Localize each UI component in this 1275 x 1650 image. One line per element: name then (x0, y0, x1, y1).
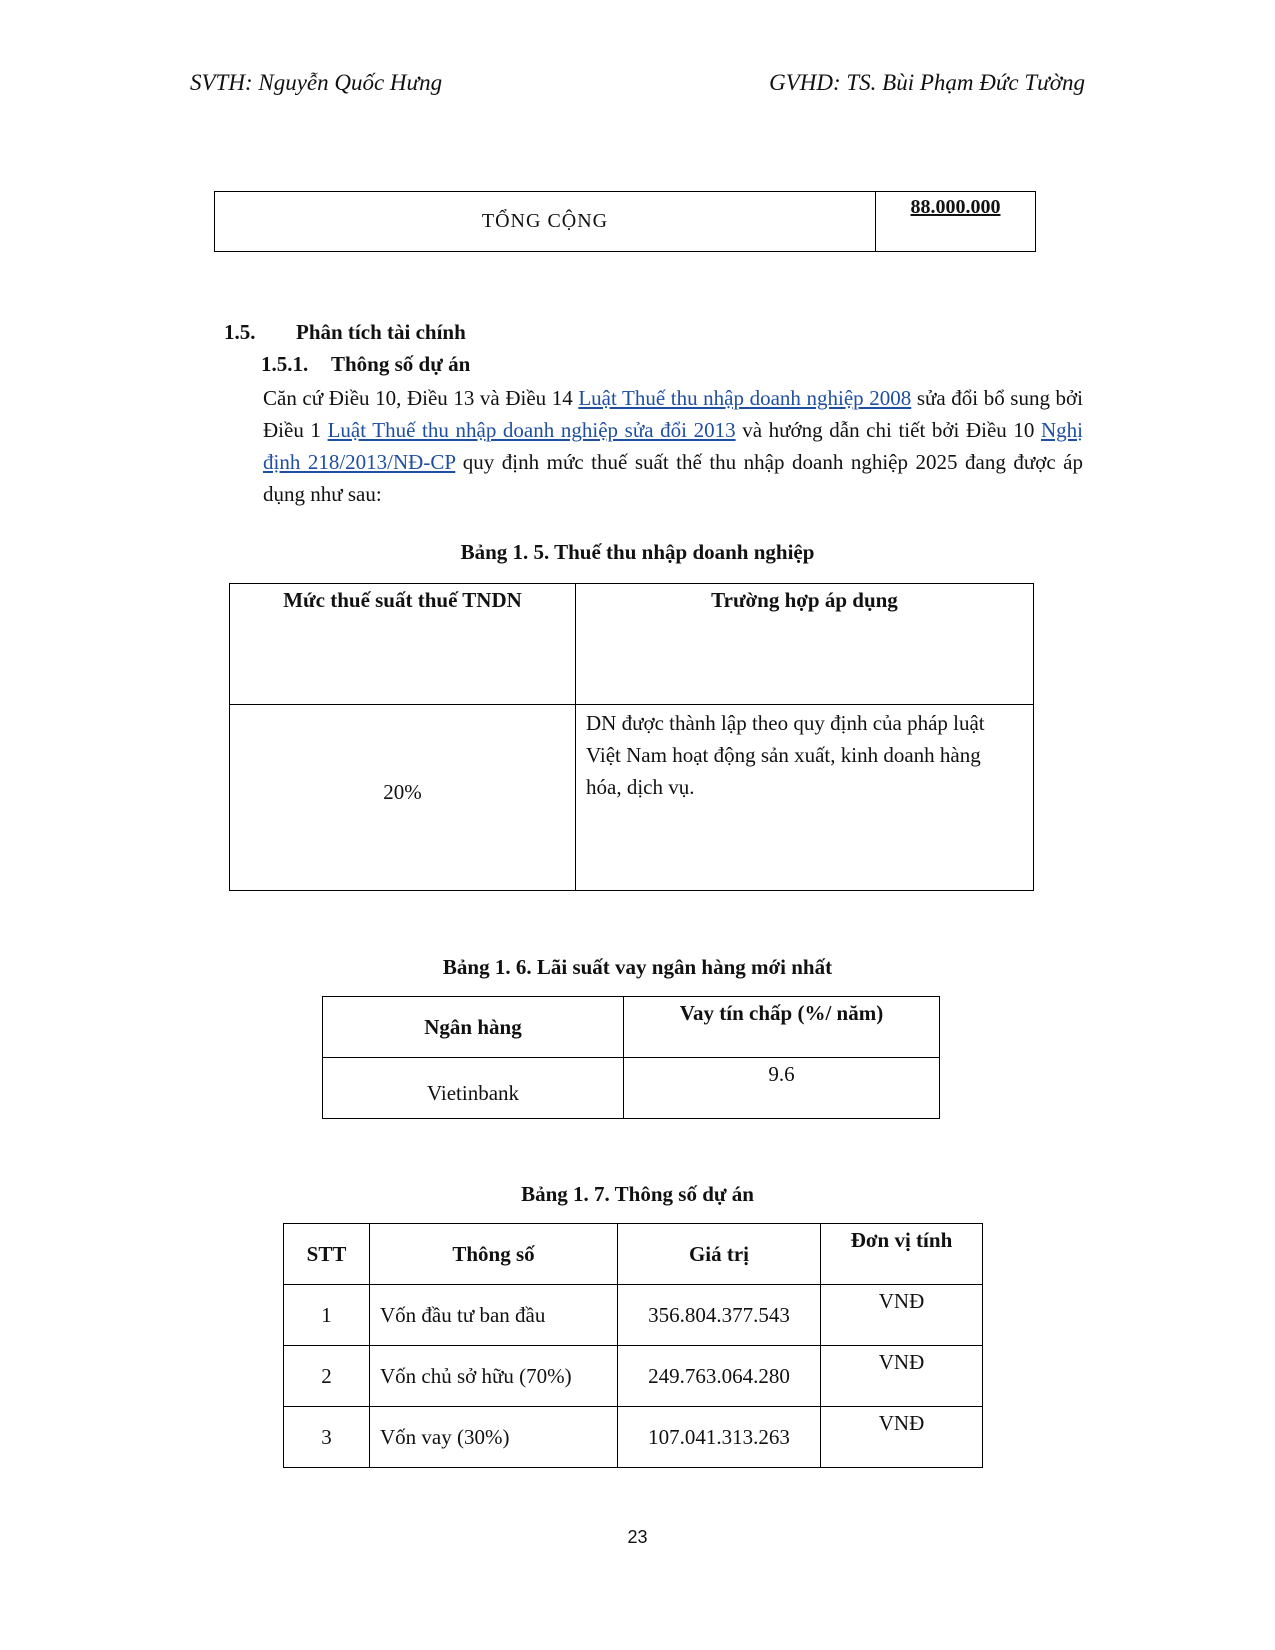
table-row (284, 1407, 983, 1468)
total-value: 88.000.000 (876, 192, 1036, 252)
subsection-title: Thông số dự án (331, 352, 471, 376)
section-title: Phân tích tài chính (296, 320, 466, 344)
loan-header-bank: Ngân hàng (323, 997, 624, 1058)
table5-caption: Bảng 1. 5. Thuế thu nhập doanh nghiệp (460, 540, 815, 564)
table-row (284, 1346, 983, 1407)
table6-caption: Bảng 1. 6. Lãi suất vay ngân hàng mới nhất (442, 955, 833, 979)
params-unit: VNĐ (821, 1346, 983, 1407)
params-name: Vốn vay (30%) (370, 1407, 618, 1468)
loan-bank: Vietinbank (323, 1058, 624, 1119)
project-params-table (283, 1223, 983, 1468)
loan-header-rate: Vay tín chấp (%/ năm) (624, 997, 940, 1058)
total-table (214, 191, 1036, 252)
law-2013-link[interactable]: Luật Thuế thu nhập doanh nghiệp sửa đổi 2013 (327, 418, 736, 442)
decree-218-link[interactable]: Nghị định 218/2013/NĐ-CP (263, 418, 1084, 474)
params-header-name: Thông số (370, 1224, 618, 1285)
page-number: 23 (627, 1527, 648, 1547)
cit-header-case: Trường hợp áp dụng (576, 584, 1034, 705)
cit-table (229, 583, 1034, 891)
paragraph-text: quy định mức thuế suất thế thu nhập doanh nghiệp 2025 đang được áp dụng như sau: (263, 450, 1084, 506)
paragraph-text: Căn cứ Điều 10, Điều 13 và Điều 14 (263, 386, 579, 410)
params-value: 249.763.064.280 (618, 1346, 821, 1407)
table7-caption: Bảng 1. 7. Thông số dự án (521, 1182, 754, 1206)
params-header-stt: STT (284, 1224, 370, 1285)
loan-rate: 9.6 (624, 1058, 940, 1119)
params-header-unit: Đơn vị tính (821, 1224, 983, 1285)
total-label: TỔNG CỘNG (215, 192, 876, 252)
table-row (284, 1285, 983, 1346)
params-header-value: Giá trị (618, 1224, 821, 1285)
section-number: 1.5. (224, 320, 256, 344)
params-name: Vốn đầu tư ban đầu (370, 1285, 618, 1346)
paragraph-text: sửa đổi bổ sung bởi Điều 1 (263, 386, 1083, 442)
params-name: Vốn chủ sở hữu (70%) (370, 1346, 618, 1407)
params-stt: 1 (284, 1285, 370, 1346)
params-stt: 2 (284, 1346, 370, 1407)
law-2008-link[interactable]: Luật Thuế thu nhập doanh nghiệp 2008 (578, 386, 912, 410)
params-unit: VNĐ (821, 1285, 983, 1346)
header-advisor: GVHD: TS. Bùi Phạm Đức Tường (769, 70, 1085, 95)
legal-basis-paragraph (263, 382, 1083, 510)
cit-case: DN được thành lập theo quy định của pháp luật Việt Nam hoạt động sản xuất, kinh doanh hàng hóa, dịch vụ. (576, 705, 1034, 891)
cit-rate: 20% (230, 705, 576, 891)
header-student: SVTH: Nguyễn Quốc Hưng (190, 70, 443, 95)
params-unit: VNĐ (821, 1407, 983, 1468)
cit-header-rate: Mức thuế suất thuế TNDN (230, 584, 576, 705)
loan-rate-table (322, 996, 940, 1119)
subsection-number: 1.5.1. (261, 352, 309, 376)
params-value: 107.041.313.263 (618, 1407, 821, 1468)
params-stt: 3 (284, 1407, 370, 1468)
params-value: 356.804.377.543 (618, 1285, 821, 1346)
paragraph-text: và hướng dẫn chi tiết bởi Điều 10 (735, 418, 1042, 442)
